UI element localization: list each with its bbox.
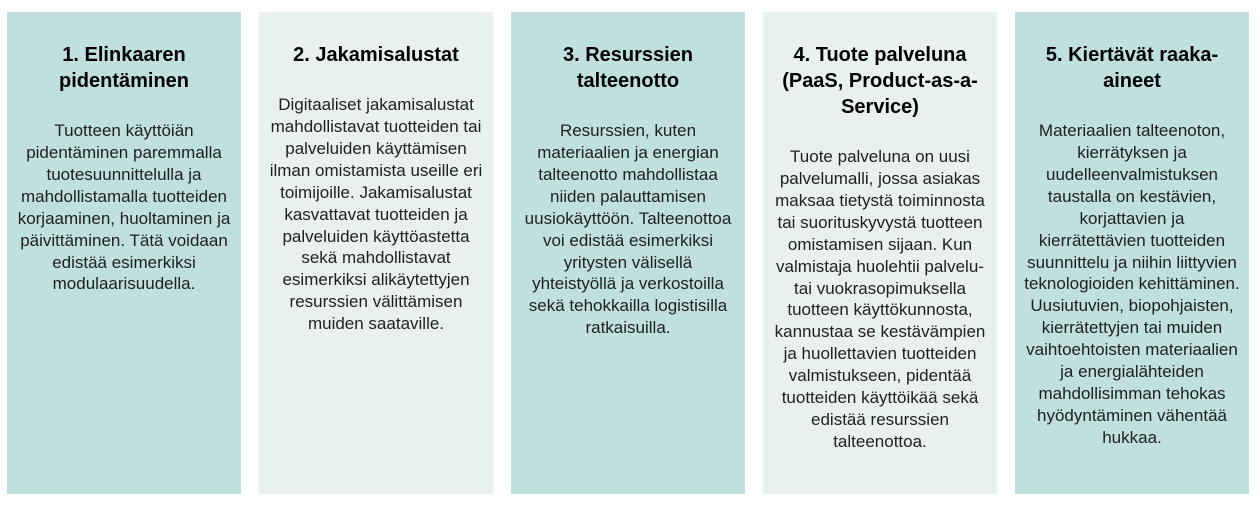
card-title: 3. Resurssien talteenotto — [562, 44, 694, 92]
card-tuote-palveluna — [763, 12, 997, 494]
card-elinkaaren-pidentaminen — [7, 12, 241, 494]
card-body: Resurssien, kuten materiaalien ja energian talteenotto mahdollistaa niiden palauttamisen uusiokäyttöön. Talteenottoa voi edistää esimerkiksi yritysten välisellä yhteistyöllä ja verkostoilla sekä tehokkailla logistisilla ratkaisuilla. — [524, 121, 732, 338]
card-kiertavat-raaka-aineet — [1015, 12, 1249, 494]
card-body: Tuote palveluna on uusi palvelumalli, jossa asiakas maksaa tietystä toiminnosta tai suorituskyvystä tuotteen omistamisen sijaan. Kun valmistaja huolehtii palvelu- tai vuokrasopimuksella tuotteen käyttökunnosta, kannustaa se kestävämpien ja huollettavien tuotteiden valmistukseen, pidentää tuotteiden käyttöikää sekä edistää resurssien talteenottoa. — [774, 147, 986, 451]
card-title: 4. Tuote palveluna (PaaS, Product-as-a-Service) — [782, 44, 978, 118]
business-model-cards-row — [7, 12, 1249, 494]
card-title: 1. Elinkaaren pidentäminen — [58, 44, 189, 92]
card-title: 2. Jakamisalustat — [293, 44, 459, 66]
card-resurssien-talteenotto — [511, 12, 745, 494]
card-body: Tuotteen käyttöiän pidentäminen paremmalla tuotesuunnittelulla ja mahdollistamalla tuotteiden korjaaminen, huoltaminen ja päivittäminen. Tätä voidaan edistää esimerkiksi modulaarisuudella. — [17, 121, 231, 294]
card-body: Digitaaliset jakamisalustat mahdollistavat tuotteiden tai palveluiden käyttämisen ilman omistamista useille eri toimijoille. Jakamisalustat kasvattavat tuotteiden ja palveluiden käyttöastetta sekä mahdollistavat esimerkiksi alikäytettyjen resurssien välittämisen muiden saataville. — [269, 95, 483, 334]
card-jakamisalustat — [259, 12, 493, 494]
card-title: 5. Kiertävät raaka-aineet — [1045, 44, 1219, 92]
card-body: Materiaalien talteenoton, kierrätyksen ja uudelleenvalmistuksen taustalla on kestävien, korjattavien ja kierrätettävien tuotteiden suunnittelu ja niihin liittyvien teknologioiden kehittäminen. Uusiutuvien, biopohjaisten, kierrätettyjen tai muiden vaihtoehtoisten materiaalien ja energialähteiden mahdollisimman tehokas hyödyntäminen vähentää hukkaa. — [1024, 121, 1240, 447]
